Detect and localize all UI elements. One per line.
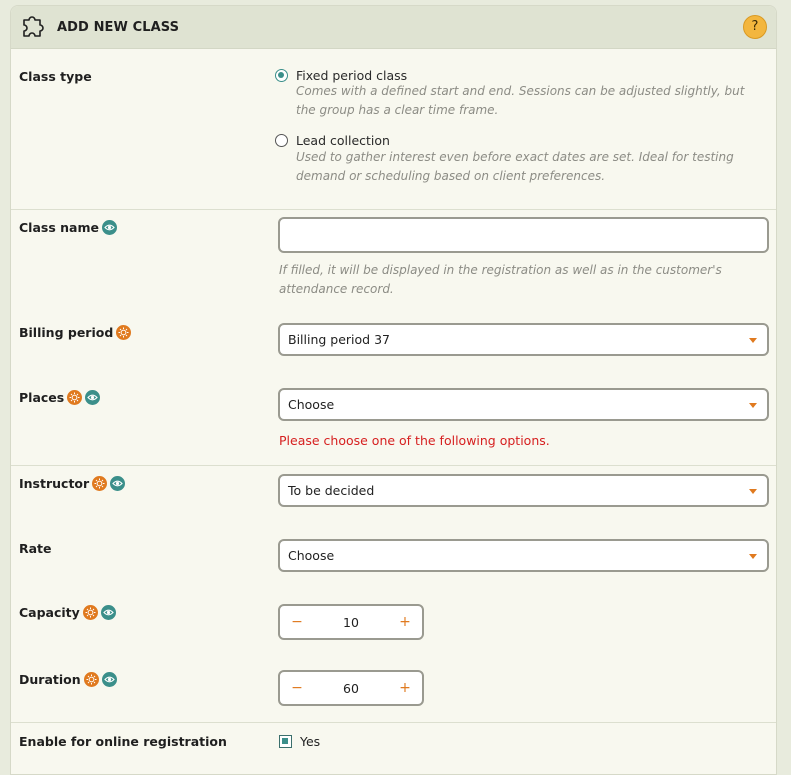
online-registration-section xyxy=(11,723,776,763)
capacity-stepper[interactable] xyxy=(278,604,424,640)
duration-stepper[interactable] xyxy=(278,670,424,706)
duration-value[interactable]: 60 xyxy=(343,680,359,696)
online-registration-option-label[interactable]: Yes xyxy=(300,734,321,749)
capacity-label: Capacity xyxy=(19,605,116,620)
chevron-down-icon xyxy=(749,338,757,343)
eye-icon xyxy=(110,476,125,491)
panel-header xyxy=(11,6,776,49)
class-type-label: Class type xyxy=(19,69,92,84)
instructor-label: Instructor xyxy=(19,476,125,491)
radio-lead-collection-control[interactable] xyxy=(275,134,288,147)
capacity-increment-button[interactable]: + xyxy=(399,614,411,630)
eye-icon xyxy=(102,220,117,235)
places-value: Choose xyxy=(288,397,335,412)
help-button[interactable]: ? xyxy=(743,15,767,39)
places-label: Places xyxy=(19,390,100,405)
sun-icon xyxy=(67,390,82,405)
eye-icon xyxy=(85,390,100,405)
class-name-label: Class name xyxy=(19,220,117,235)
radio-lead-collection[interactable] xyxy=(275,133,390,148)
rate-select[interactable] xyxy=(278,539,769,572)
capacity-value[interactable]: 10 xyxy=(343,614,359,630)
online-registration-checkbox[interactable] xyxy=(279,735,292,748)
duration-decrement-button[interactable]: − xyxy=(291,680,303,696)
radio-lead-collection-label: Lead collection xyxy=(296,133,390,148)
class-name-input[interactable] xyxy=(278,217,769,253)
lead-collection-description: Used to gather interest even before exact dates are set. Ideal for testing demand or scheduling based on client preferences. xyxy=(296,150,734,183)
sun-icon xyxy=(116,325,131,340)
class-name-hint: If filled, it will be displayed in the registration as well as in the customer's attendance record. xyxy=(279,263,722,296)
duration-label: Duration xyxy=(19,672,117,687)
online-registration-label: Enable for online registration xyxy=(19,734,227,749)
radio-fixed-period-label: Fixed period class xyxy=(296,68,408,83)
radio-fixed-period[interactable] xyxy=(275,68,407,83)
panel-title: ADD NEW CLASS xyxy=(57,19,180,35)
billing-period-select[interactable] xyxy=(278,323,769,356)
places-error: Please choose one of the following options. xyxy=(279,433,550,448)
sun-icon xyxy=(92,476,107,491)
sun-icon xyxy=(83,605,98,620)
class-details-section xyxy=(11,210,776,466)
assignment-section xyxy=(11,466,776,723)
radio-fixed-period-control[interactable] xyxy=(275,69,288,82)
add-class-panel xyxy=(10,5,777,775)
duration-increment-button[interactable]: + xyxy=(399,680,411,696)
eye-icon xyxy=(102,672,117,687)
puzzle-icon xyxy=(19,12,49,42)
rate-value: Choose xyxy=(288,548,335,563)
chevron-down-icon xyxy=(749,554,757,559)
rate-label: Rate xyxy=(19,541,52,556)
billing-period-label: Billing period xyxy=(19,325,131,340)
sun-icon xyxy=(84,672,99,687)
chevron-down-icon xyxy=(749,489,757,494)
fixed-period-description: Comes with a defined start and end. Sessions can be adjusted slightly, but the group has a clear time frame. xyxy=(296,84,745,117)
eye-icon xyxy=(101,605,116,620)
billing-period-value: Billing period 37 xyxy=(288,332,390,347)
instructor-value: To be decided xyxy=(288,483,375,498)
instructor-select[interactable] xyxy=(278,474,769,507)
capacity-decrement-button[interactable]: − xyxy=(291,614,303,630)
chevron-down-icon xyxy=(749,403,757,408)
places-select[interactable] xyxy=(278,388,769,421)
class-type-section xyxy=(11,49,776,210)
